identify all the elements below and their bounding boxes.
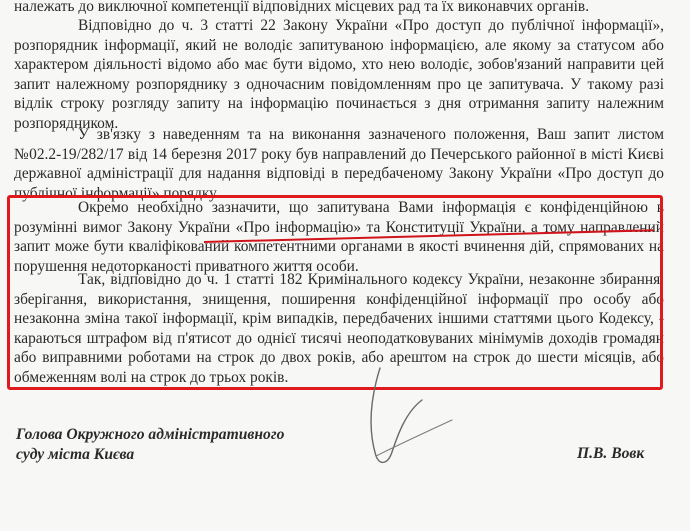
- red-highlight-frame: [7, 195, 663, 390]
- paragraph-access-law: Відповідно до ч. 3 статті 22 Закону України «Про доступ до публічної інформації», розпорядник інформації, який не володіє запитуваною інформацією, але якому за статусом або характером діяльності відомо або має бути відомо, хто нею володіє, зобов'язаний направити цей запит належному розпоряднику з одночасним повідомленням про це запитувача. У такому разі відлік строку розгляду запиту на інформацію починається з дня отримання запиту належним розпорядником.: [14, 17, 664, 132]
- paragraph-criminal-code: Так, відповідно до ч. 1 статті 182 Кримінального кодексу України, незаконне збирання, зберігання, використання, знищення, поширення конфіденційної інформації про особу або незаконна зміна такої інформації, крім випадків, передбачених іншими статтями цього Кодексу, - караються штрафом від п'ятисот до однієї тисячі неоподатковуваних мінімумів доходів громадян або виправними роботами на строк до двох років, або арештом на строк до шести місяців, або обмеженням волі на строк до трьох років.: [14, 271, 664, 386]
- signatory-title: [16, 425, 284, 465]
- text-line-top: належать до виключної компетенції відповідних місцевих рад та їх виконавчих органів.: [14, 0, 590, 15]
- handwritten-signature: [340, 360, 470, 470]
- signatory-name: П.В. Вовк: [577, 445, 645, 462]
- paragraph-confidential-info: Окремо необхідно зазначити, що запитувана Вами інформація є конфіденційною в розумінні вимог Закону України «Про інформацію» та Конституції України, а тому направлений запит може бути кваліфікований компетентними органами в якості вчинення дій, спрямованих на порушення недоторканості приватного життя особи.: [14, 199, 664, 275]
- paragraph-request-forwarded: У зв'язку з наведенням та на виконання зазначеного положення, Ваш запит листом №02.2-19/282/17 від 14 березня 2017 року був направлений до Печерського районної в місті Києві державної адміністрації для надання відповіді в передбаченому Закону України «Про доступ до публічної інформації» порядку.: [14, 126, 664, 202]
- signatory-title-line-1: Голова Окружного адміністративного: [16, 426, 285, 443]
- signatory-title-line-2: суду міста Києва: [16, 446, 135, 463]
